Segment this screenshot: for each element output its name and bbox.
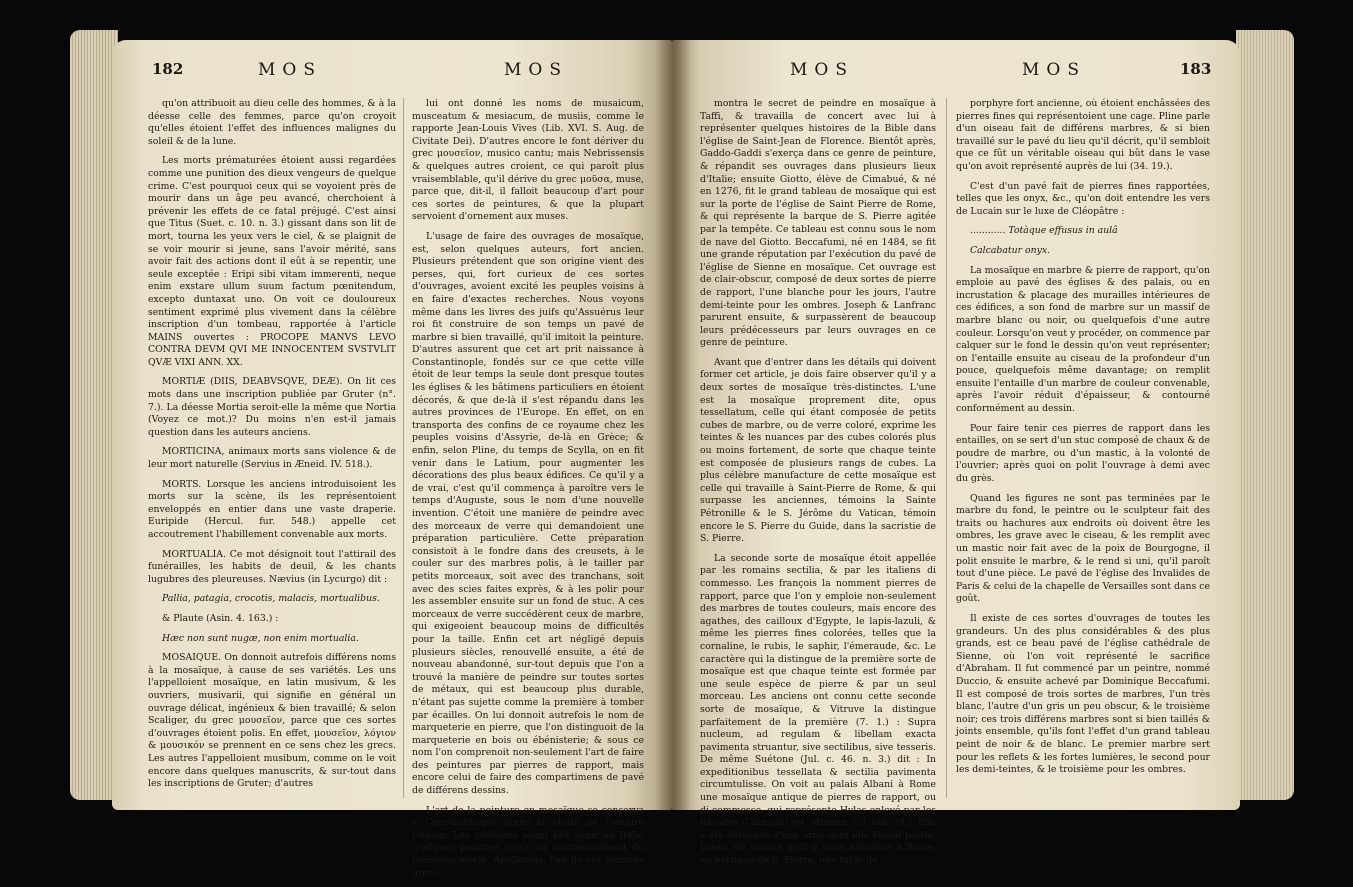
paragraph: montra le secret de peindre en mosaïque à Taffi, & travailla de concert avec lui à représenter quelques histoires de la Bible dans l'église de Saint-Jean de Florence. Bientôt après, Gaddo-Gaddi s'exerça dans ce genre de peinture, & répandit ses ouvrages dans plusieurs lieux d'Italie; ensuite Giotto, élève de Cimabué, & né en 1276, fit le grand tableau de mosaïque qui est sur la porte de l'église de Saint Pierre de Rome, & qui représente la barque de S. Pierre agitée par la tempête. Ce tableau est connu sous le nom de nave del Giotto. Beccafumi, né en 1484, se fit une grande réputation par l'exécution du pavé de l'église de Sienne en mosaïque. Cet ouvrage est de clair-obscur, composé de deux sortes de pierre de rapport, l'une blanche pour les jours, l'autre demi-teinte pour les ombres. Joseph & Lanfranc parurent ensuite, & surpassèrent de beaucoup leurs prédécesseurs par leurs ouvrages en ce genre de peinture. bbox=[700, 98, 936, 349]
paragraph: L'usage de faire des ouvrages de mosaïque, est, selon quelques auteurs, fort ancien. Plusieurs prétendent que son origine vient des perses, qui, fort curieux de ces sortes d'ouvrages, avoient excité les peuples voisins à en faire d'exactes recherches. Nous voyons même dans les livres des juifs qu'Assuérus leur roi fit construire de son temps un pavé de marbre si bien travaillé, qu'il imitoit la peinture. D'autres assurent que cet art prit naissance à Constantinople, fondés sur ce que cette ville étoit de leur temps la seule dont presque toutes les églises & les bâtimens particuliers en étoient décorés, & que de-là il s'est répandu dans les autres provinces de l'Europe. En effet, on en transporta des confins de ce royaume chez les peuples voisins d'Assyrie, de-là en Grèce; & enfin, selon Pline, du temps de Scylla, on en fit venir dans le Latium, pour augmenter les décorations des plus beaux édifices. Ce qu'il y a de vrai, c'est qu'il commença à paroître vers le temps d'Auguste, sous le nom d'une nouvelle invention. C'étoit une manière de peindre avec des morceaux de verre qui demandoient une préparation particulière. Cette préparation consistoit à le fondre dans des creusets, à le couler sur des marbres polis, à le tailler par petits morceaux, soit avec des tranchans, soit avec des scies faites exprès, & à les polir pour les assembler ensuite sur un fond de stuc. A ces morceaux de verre succédèrent ceux de marbre, qui exigeoient beaucoup moins de difficultés pour la taille. Enfin cet art négligé depuis plusieurs siècles, renouvellé ensuite, a été de nouveau abandonné, sur-tout depuis que l'on a trouvé la manière de peindre sur toutes sortes de métaux, qui est beaucoup plus durable, n'étant pas sujette comme la première à tomber par écailles. On lui donnoit autrefois le nom de marqueterie en pierre, que l'on distinguoit de la marqueterie en bois ou ébénisterie; & sous ce nom l'on comprenoit non-seulement l'art de faire des peintures par pierres de rapport, mais encore celui de faire des compartimens de pavé de différens dessins. bbox=[412, 230, 644, 797]
paragraph: MORTIÆ (DIIS, DEABVSQVE, DEÆ). On lit ces mots dans une inscription publiée par Gruter (n°. 7.). La déesse Mortia seroit-elle la même que Nortia (Voyez ce mot.)? Du moins n'en est-il jamais question dans les auteurs anciens. bbox=[148, 376, 396, 438]
paragraph: La seconde sorte de mosaïque étoit appellée par les romains sectilia, & par les italiens di commesso. Les françois la nomment pierres de rapport, parce que l'on y emploie non-seulement des marbres de toutes couleurs, mais encore des agathes, des cailloux d'Egypte, le lapis-lazuli, & même les pierres fines colorées, telles que la cornaline, le rubis, le saphir, l'émeraude, &c. Le caractère qui la distingue de la première sorte de mosaïque est que chaque teinte est formée par une seule espèce de pierre & par un seul morceau. Les anciens ont connu cette seconde sorte de mosaïque, & Vitruve la distingue parfaitement de la première (7. 1.) : Supra nucleum, ad regulam & libellam exacta pavimenta struantur, sive sectilibus, sive tesseris. De même Suétone (Jul. c. 46. n. 3.) dit : In expeditionibus tessellata & sectilia pavimenta circumtulisse. On voit au palais Albani à Rome une mosaïque antique de pierres de rapport, ou di commesso, qui représente Hylas enlevé par les nayades (Ciampini vet. Monum. t. I. tab. 34.). Elle a été détachée d'une urne dont elle faisoit partie. Vasari dit encore qu'il y avoit autrefois à Rome, au portique de S. Pierre, une table de bbox=[700, 552, 936, 867]
paragraph: Les morts prématurées étoient aussi regardées comme une punition des dieux vengeurs de quelque crime. C'est pourquoi ceux qui se voyoient près de mourir dans un âge peu avancé, cherchoient à prévenir les effets de ce fatal préjugé. C'est ainsi que Titus (Suet. c. 10. n. 3.) gissant dans son lit de mort, tourna les yeux vers le ciel, & se plaignit de se voir mourir si jeune, sans l'avoir mérité, sans avoir fait des actions dont il eût à se repentir, une seule exceptée : Eripi sibi vitam immerenti, neque enim exstare ullum suum factum pœnitendum, excepto duntaxat uno. On voit ce douloureux sentiment exprimé plus vivement dans la célèbre inscription d'un tombeau, rapportée à l'article MAINS ouvertes : PROCOPE MANVS LEVO CONTRA DEVM QVI ME INNOCENTEM SVSTVLIT QVÆ VIXI ANN. XX. bbox=[148, 155, 396, 368]
paragraph: Quand les figures ne sont pas terminées par le marbre du fond, le peintre ou le sculpteur fait des traits ou hachures aux endroits où doivent être les ombres, les grave avec le ciseau, & les remplit avec un mastic noir fait avec de la poix de Bourgogne, il polit ensuite le marbre, & le rend si uni, qu'il paroît tout d'une pièce. Le pavé de l'église des Invalides de Paris & celui de la chapelle de Versailles sont dans ce goût. bbox=[956, 492, 1210, 605]
column-rule bbox=[946, 98, 947, 798]
paragraph: La mosaïque en marbre & pierre de rapport, qu'on emploie au pavé des églises & des palais, ou en incrustation & placage des murailles intérieures de ces édifices, a son fond de marbre sur un massif de marbre blanc ou noir, ou quelquefois d'une autre couleur. Lorsqu'on veut y procéder, on commence par calquer sur le fond le dessin qu'on veut représenter; on l'entaille ensuite au ciseau de la profondeur d'un pouce, quelquefois même davantage; on remplit ensuite l'entaille d'un marbre de couleur convenable, après l'avoir réduit d'épaisseur, & contourné conformément au dessin. bbox=[956, 264, 1210, 415]
running-head-left: MOS bbox=[258, 60, 322, 80]
right-page bbox=[672, 40, 1240, 867]
paragraph: Avant que d'entrer dans les détails qui doivent former cet article, je dois faire observer qu'il y a deux sortes de mosaïque très-distinctes. L'une est la mosaïque proprement dite, opus tessellatum, celle qui étant composée de petits cubes de marbre, ou de verre coloré, exprime les teintes & les nuances par des cubes colorés plus ou moins fortement, de sorte que chaque teinte est composée de plusieurs rangs de cubes. La plus célèbre manufacture de cette mosaïque est celle qui travaille à Saint-Pierre de Rome, & qui surpasse les anciennes, témoins la Sainte Pétronille & le S. Jérôme du Vatican, témoin encore le S. Pierre du Guide, dans la sacristie de S. Pierre. bbox=[700, 356, 936, 545]
paragraph: MORTICINA, animaux morts sans violence & de leur mort naturelle (Servius in Æneid. IV. 518.). bbox=[148, 446, 396, 471]
verse-quotation: Hæc non sunt nugæ, non enim mortualia. bbox=[162, 632, 359, 644]
paragraph: Il existe de ces sortes d'ouvrages de toutes les grandeurs. Un des plus considérables & des plus grands, est ce beau pavé de l'église cathédrale de Sienne, où l'on voit représenté le sacrifice d'Abraham. Il fut commencé par un peintre, nommé Duccio, & ensuite achevé par Dominique Beccafumi. Il est composé de trois sortes de marbres, l'un très blanc, l'autre d'un gris un peu obscur, & le troisième noir; ces trois différens marbres sont si bien taillés & joints ensemble, qu'ils font l'effet d'un grand tableau peint de noir & de blanc. Le premier marbre sert pour les reflets & les fortes lumières, le second pour les demi-teintes, & le troisième pour les ombres. bbox=[956, 612, 1210, 776]
text-column-1 bbox=[700, 98, 936, 875]
paragraph: C'est d'un pavé fait de pierres fines rapportées, telles que les onyx, &c., qu'on doit entendre les vers de Lucain sur le luxe de Cléopâtre : bbox=[956, 180, 1210, 217]
page-number: 183 bbox=[1180, 60, 1212, 78]
column-rule bbox=[403, 98, 404, 798]
paragraph: MORTS. Lorsque les anciens introduisoient les morts sur la scène, ils les représentoient enveloppés en entier dans une vaste draperie. Euripide (Hercul. fur. 548.) appelle cet accoutrement l'habillement convenable aux morts. bbox=[148, 478, 396, 540]
page-number: 182 bbox=[152, 60, 184, 78]
running-head-right: MOS bbox=[504, 60, 568, 80]
running-head-left: MOS bbox=[790, 60, 854, 80]
paragraph: Pour faire tenir ces pierres de rapport dans les entailles, on se sert d'un stuc composé de chaux & de poudre de marbre, ou d'un mastic, à la volonté de l'ouvrier; après quoi on polit l'ouvrage à demi avec du grès. bbox=[956, 422, 1210, 485]
paragraph: qu'on attribuoit au dieu celle des hommes, & à la déesse celle des femmes, parce qu'on croyoit qu'elles étoient l'effet des influences malignes du soleil & de la lune. bbox=[148, 98, 396, 147]
text-column-2 bbox=[956, 98, 1210, 784]
verse-quotation: Calcabatur onyx. bbox=[970, 244, 1051, 256]
paragraph: MOSAIQUE. On donnoit autrefois différens noms à la mosaïque, à cause de ses variétés. Les uns l'appelloient mosaïque, en latin musivum, & les ouvriers, musivarii, qui signifie en général un ouvrage délicat, ingénieux & bien travaillé; & selon Scaliger, du grec μουσεῖον, parce que ces sortes d'ouvrages étoient polis. En effet, μουσεῖον, λόγιον & μουσικόν se prennent en ce sens chez les grecs. Les autres l'appelloient musibum, comme on le voit encore dans quelques manuscrits, & sur-tout dans les inscriptions de Gruter; d'autres bbox=[148, 652, 396, 790]
verse-quotation: Pallia, patagia, crocotis, malacis, mortualibus. bbox=[162, 593, 380, 605]
book-gutter bbox=[655, 40, 691, 810]
running-head-right: MOS bbox=[1022, 60, 1086, 80]
verse-quotation: ............ Totàque effusus in aulâ bbox=[970, 225, 1118, 237]
paragraph: lui ont donné les noms de musaicum, musceatum & mesiacum, de musiis, comme le rapporte Jean-Louis Vives (Lib. XVI. S. Aug. de Civitate Dei). D'autres encore le font dériver du grec μουσεῖον, musico cantu; mais Nebrissensis & quelques autres croient, ce qui paroît plus vraisemblable, qu'il dérive du grec μοῦσα, muse, parce que, dit-il, il falloit beaucoup d'art pour ces sortes de peintures, & que la plupart servoient d'ornement aux muses. bbox=[412, 98, 644, 223]
paragraph: MORTUALIA. Ce mot désignoit tout l'attirail des funérailles, les habits de deuil, & les chants lugubres des pleureuses. Nævius (in Lycurgo) dit : bbox=[148, 548, 396, 585]
right-page-edges bbox=[1236, 30, 1294, 800]
paragraph: L'art de la peinture en mosaïque se conserva à Constantinople après la chute de l'empire romain. Les vénitiens ayant fait venir en Italie quelques peintres grecs au commencement du treizième siècle, Apollonius, l'un de ces peintres grecs, bbox=[412, 804, 644, 879]
text-column-2 bbox=[412, 98, 644, 887]
text-column-1 bbox=[148, 98, 396, 798]
left-page-edges bbox=[70, 30, 118, 800]
paragraph: porphyre fort ancienne, où étoient enchâssées des pierres fines qui représentoient une cage. Pline parle d'un oiseau fait de différens marbres, & si bien travaillé sur le pavé du lieu qu'il décrit, qu'il sembloit que ce fût un véritable oiseau qui bût dans le vase qu'on avoit représenté auprès de lui (34. 19.). bbox=[956, 98, 1210, 172]
left-page bbox=[112, 40, 672, 879]
paragraph: & Plaute (Asin. 4. 163.) : bbox=[162, 612, 279, 624]
